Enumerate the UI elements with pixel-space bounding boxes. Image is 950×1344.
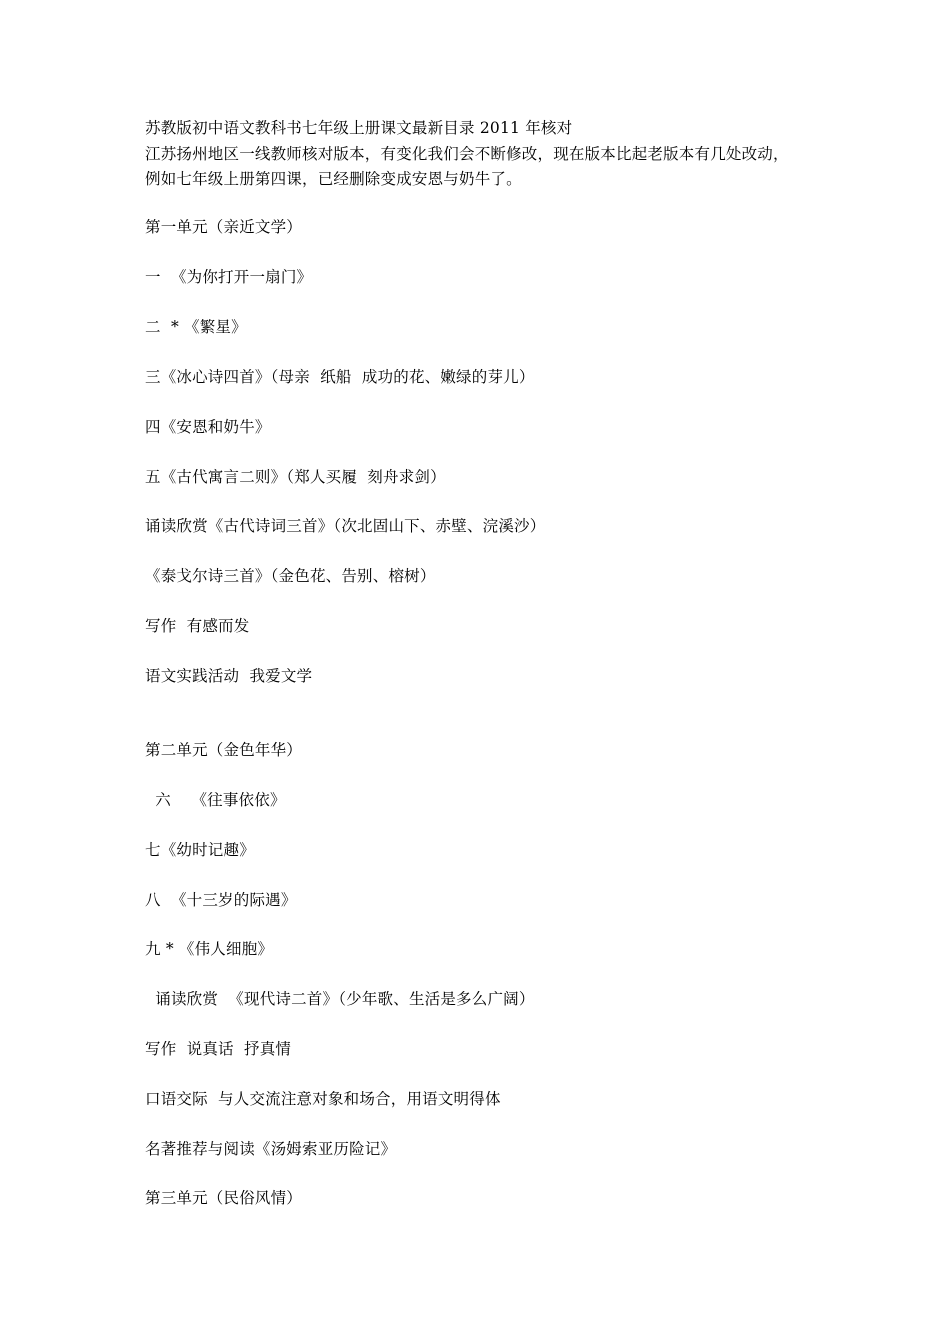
lesson-item: 《泰戈尔诗三首》（金色花、告别、榕树） xyxy=(145,567,436,585)
lesson-item: 口语交际 与人交流注意对象和场合，用语文明得体 xyxy=(145,1090,501,1108)
unit-heading: 第一单元（亲近文学） xyxy=(145,218,303,236)
document-title: 苏教版初中语文教科书七年级上册课文最新目录 2011 年核对 xyxy=(145,119,573,137)
unit-heading: 第三单元（民俗风情） xyxy=(145,1189,303,1207)
note-line: 例如七年级上册第四课，已经删除变成安恩与奶牛了。 xyxy=(145,170,522,188)
lesson-item: 语文实践活动 我爱文学 xyxy=(145,667,313,685)
lesson-item: 二 * 《繁星》 xyxy=(145,318,247,336)
lesson-item: 写作 有感而发 xyxy=(145,617,250,635)
lesson-item: 五《古代寓言二则》（郑人买履 刻舟求剑） xyxy=(145,468,446,486)
lesson-item: 九 * 《伟人细胞》 xyxy=(145,940,274,958)
lesson-item: 七《幼时记趣》 xyxy=(145,841,255,859)
lesson-item: 诵读欣赏 《现代诗二首》（少年歌、生活是多么广阔） xyxy=(145,990,535,1008)
unit-heading: 第二单元（金色年华） xyxy=(145,741,303,759)
lesson-item: 一 《为你打开一扇门》 xyxy=(145,268,313,286)
note-line: 江苏扬州地区一线教师核对版本，有变化我们会不断修改，现在版本比起老版本有几处改动， xyxy=(145,145,789,163)
lesson-item: 诵读欣赏《古代诗词三首》（次北固山下、赤壁、浣溪沙） xyxy=(145,517,546,535)
lesson-item: 四《安恩和奶牛》 xyxy=(145,418,271,436)
lesson-item: 六 《往事依依》 xyxy=(145,791,286,809)
lesson-item: 八 《十三岁的际遇》 xyxy=(145,891,297,909)
lesson-item: 三《冰心诗四首》（母亲 纸船 成功的花、嫩绿的芽儿） xyxy=(145,368,535,386)
lesson-item: 写作 说真话 抒真情 xyxy=(145,1040,292,1058)
lesson-item: 名著推荐与阅读《汤姆索亚历险记》 xyxy=(145,1140,397,1158)
